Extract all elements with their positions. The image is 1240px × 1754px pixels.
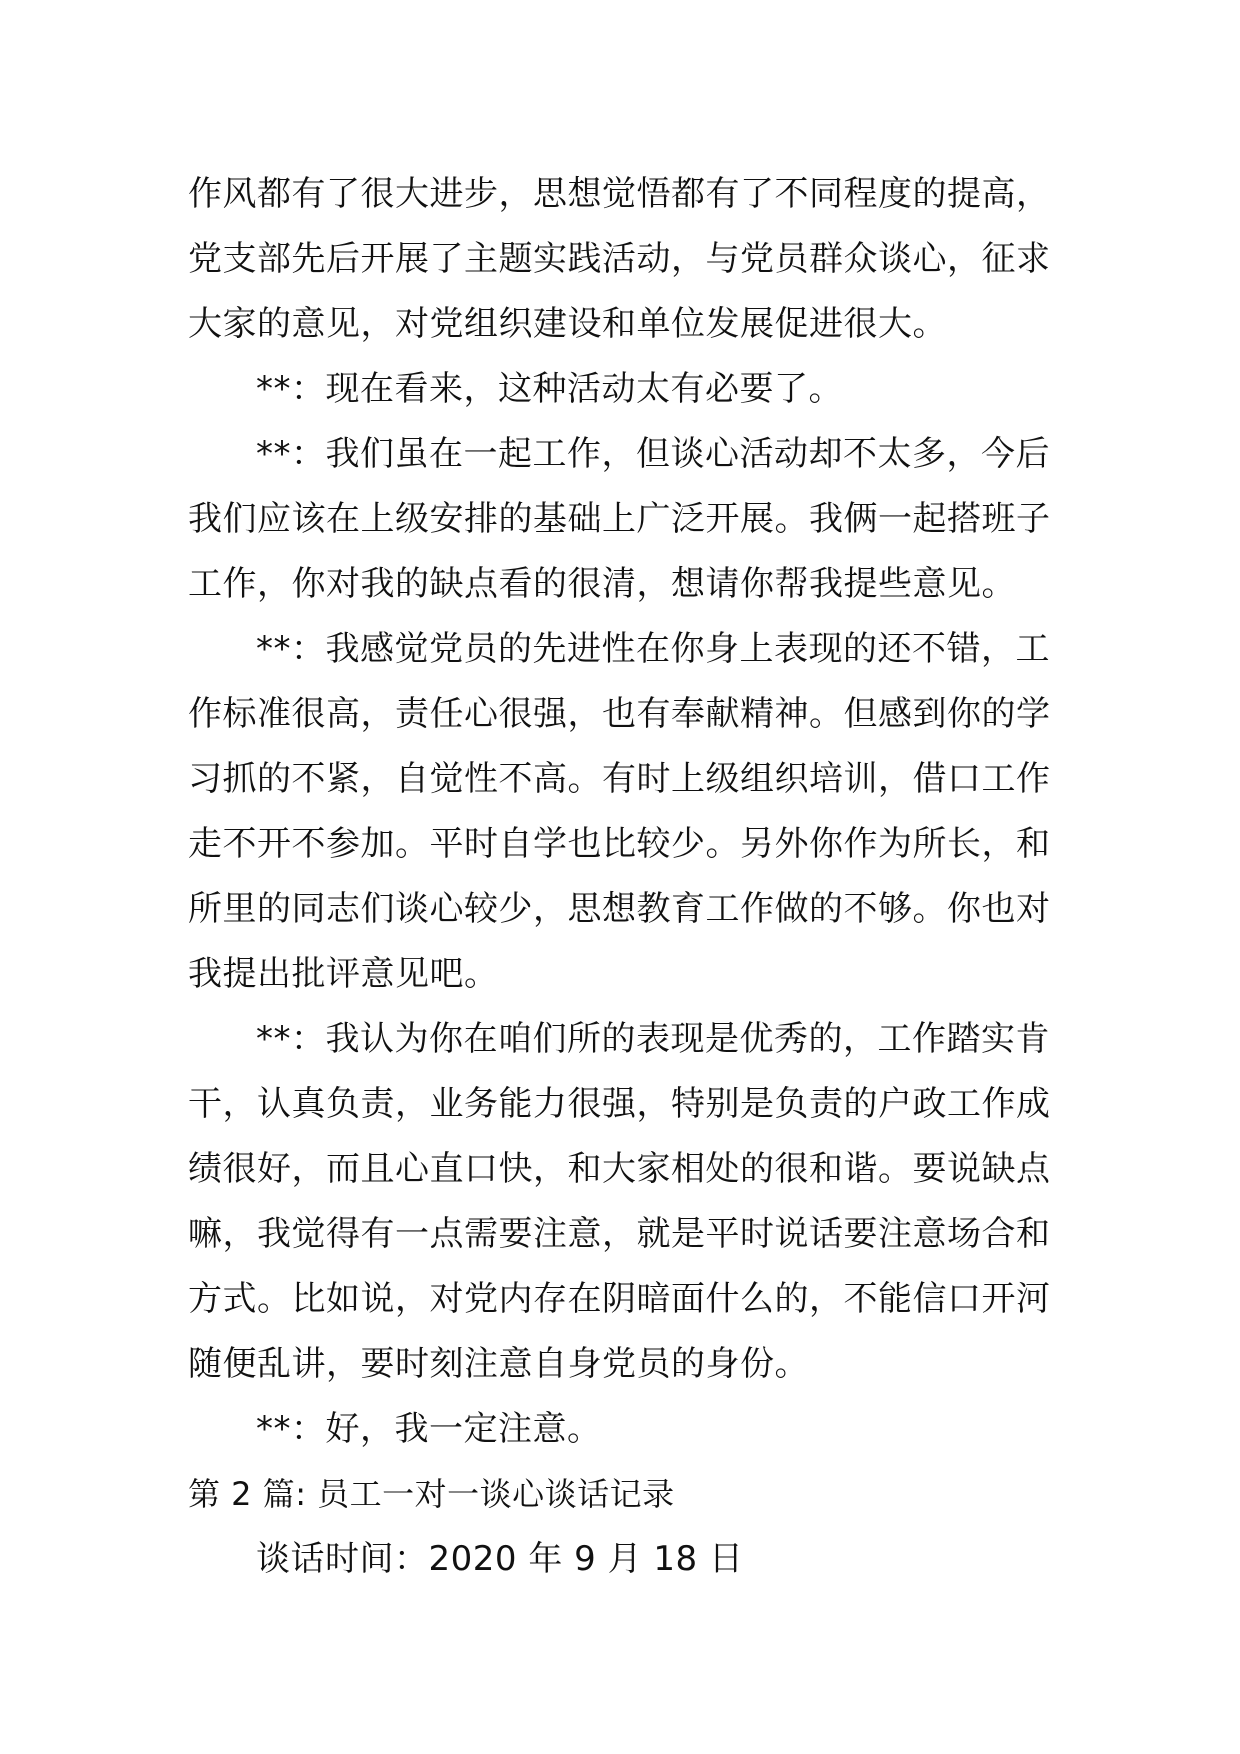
- text-line: **：我感觉党员的先进性在你身上表现的还不错，工: [256, 629, 1050, 669]
- text-line: 嘛，我觉得有一点需要注意，就是平时说话要注意场合和: [188, 1214, 1051, 1254]
- text-line: 干，认真负责，业务能力很强，特别是负责的户政工作成: [188, 1084, 1051, 1124]
- text-line: 所里的同志们谈心较少，思想教育工作做的不够。你也对: [188, 889, 1051, 929]
- text-line: **：我们虽在一起工作，但谈心活动却不太多，今后: [256, 434, 1050, 474]
- text-line: 党支部先后开展了主题实践活动，与党员群众谈心，征求: [188, 239, 1051, 279]
- text-line: 我提出批评意见吧。: [188, 954, 499, 994]
- text-line: 方式。比如说，对党内存在阴暗面什么的，不能信口开河: [188, 1279, 1051, 1319]
- text-line: 作标准很高，责任心很强，也有奉献精神。但感到你的学: [188, 694, 1051, 734]
- text-line: **：我认为你在咱们所的表现是优秀的，工作踏实肯: [256, 1019, 1050, 1059]
- document-page: [188, 162, 1058, 1592]
- text-line: 随便乱讲，要时刻注意自身党员的身份。: [188, 1344, 809, 1384]
- text-line: 我们应该在上级安排的基础上广泛开展。我俩一起搭班子: [188, 499, 1051, 539]
- text-line: 大家的意见，对党组织建设和单位发展促进很大。: [188, 304, 947, 344]
- text-line: 作风都有了很大进步，思想觉悟都有了不同程度的提高，: [188, 174, 1051, 214]
- talk-time: 谈话时间：2020 年 9 月 18 日: [256, 1539, 744, 1579]
- text-line: 习抓的不紧，自觉性不高。有时上级组织培训，借口工作: [188, 759, 1051, 799]
- text-line: 走不开不参加。平时自学也比较少。另外你作为所长，和: [188, 824, 1051, 864]
- text-line: **：现在看来，这种活动太有必要了。: [256, 369, 843, 409]
- section-heading: 第 2 篇: 员工一对一谈心谈话记录: [188, 1475, 675, 1513]
- text-line: 工作，你对我的缺点看的很清，想请你帮我提些意见。: [188, 564, 1016, 604]
- text-line: 绩很好，而且心直口快，和大家相处的很和谐。要说缺点: [188, 1149, 1051, 1189]
- text-line: **：好，我一定注意。: [256, 1409, 602, 1449]
